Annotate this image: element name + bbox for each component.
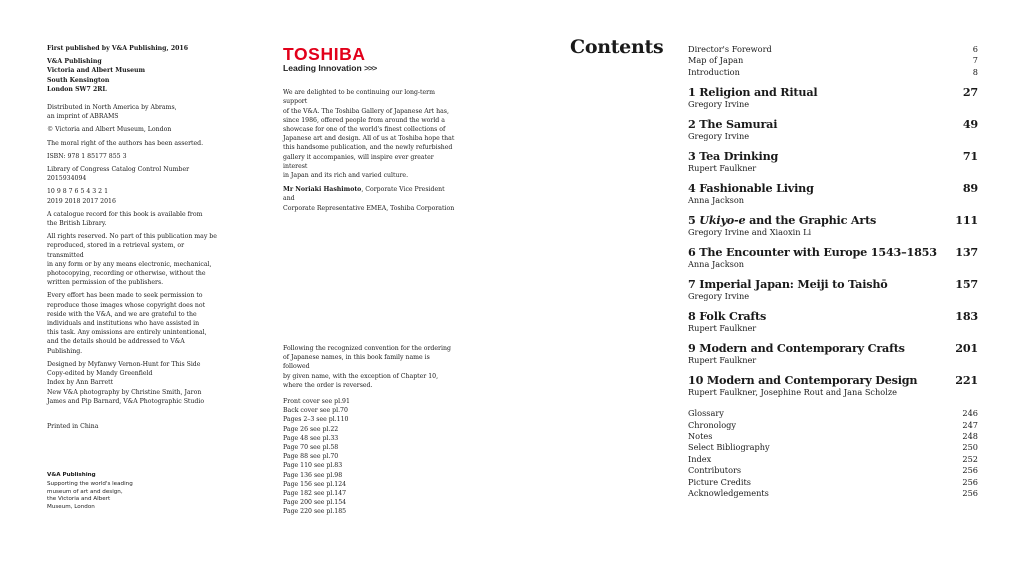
loc-number [47,165,217,183]
entry-label: Picture Credits [688,476,752,487]
entry-page: 247 [962,419,978,430]
image-ref: Page 110 see pl.83 [283,462,343,470]
distribution-line: Distributed in North America by Abrams, [47,104,177,112]
chapter-number: 6 [688,245,696,260]
image-ref: Page 220 see pl.185 [283,508,347,516]
chapter-entry[interactable] [688,310,978,334]
chapter-author: Rupert Faulkner [688,323,757,334]
chapter-title: Fashionable Living [699,181,814,196]
moral-right-line: The moral right of the authors has been asserted. [47,139,204,147]
signatory-role: , Corporate Vice President and [283,186,445,203]
catalogue-line: the British Library. [47,220,107,228]
entry-page: 7 [972,55,978,66]
statement-line: of the V&A. The Toshiba Gallery of Japanese Art has, [283,107,449,115]
chapter-title: Modern and Contemporary Design [706,373,918,388]
image-ref: Page 136 see pl.98 [283,471,343,479]
credit-line: Designed by Myfanwy Vernon-Hunt for This Side [47,360,201,368]
chapter-author: Gregory Irvine [688,99,750,110]
address-line: V&A Publishing [47,58,102,66]
credit-line: James and Pip Barnard, V&A Photographic Studio [47,397,205,405]
statement-line: gallery it accompanies, will inspire ever greater interest [283,153,434,170]
toc-entry[interactable] [688,477,978,488]
entry-page: 256 [962,476,978,487]
entry-page: 248 [962,431,978,442]
permissions-notice [47,291,217,355]
image-ref: Page 88 see pl.70 [283,453,339,461]
permissions-line: reproduce those images whose copyright does not [47,301,206,309]
convention-line: Following the recognized convention for the ordering [283,345,451,352]
front-matter [688,44,978,78]
address-line: London SW7 2RL [47,85,107,93]
sponsor-statement [283,88,458,180]
toc-entry[interactable] [688,408,978,419]
chapter-page: 111 [955,213,978,228]
table-of-contents [688,44,978,499]
loc-line: 2015934094 [47,175,87,183]
rights-line: photocopying, recording or otherwise, without the [47,270,206,278]
address-line: South Kensington [47,76,110,84]
chapter-page: 221 [955,373,978,388]
entry-label: Index [688,453,712,464]
va-logo-line: Supporting the world's leading [47,481,133,488]
entry-page: 250 [962,442,978,453]
chapter-author: Anna Jackson [688,259,745,270]
image-ref: Page 26 see pl.22 [283,425,339,433]
chapter-page: 137 [955,245,978,260]
entry-label: Director's Foreword [688,44,772,54]
statement-line: this handsome publication, and the newly refurbished [283,144,453,152]
name-convention-note [283,344,458,390]
signatory [283,185,458,213]
chapter-number: 5 [688,213,696,228]
toc-entry[interactable] [688,44,978,55]
entry-label: Map of Japan [688,55,744,66]
imprint-column [47,44,217,431]
rights-line: in any form or by any means electronic, mechanical, [47,260,212,268]
va-logo-title: V&A Publishing [47,472,96,478]
credit-line: New V&A photography by Christine Smith, Jaron [47,388,202,396]
chapter-entry[interactable] [688,214,978,238]
chapter-title: Modern and Contemporary Crafts [699,341,905,356]
credit-line: Copy-edited by Mandy Greenfield [47,370,153,378]
publisher-address [47,57,217,94]
permissions-line: reside with the V&A, and we are grateful to the [47,310,197,318]
chapter-title: Folk Crafts [699,309,767,324]
chapter-page: 183 [955,309,978,324]
chapter-author: Gregory Irvine and Xiaoxin Li [688,227,812,238]
va-publishing-logo [47,472,147,511]
chapter-entry[interactable] [688,374,978,398]
printing-line: 10 9 8 7 6 5 4 3 2 1 [47,188,109,196]
chapter-page: 49 [962,117,978,132]
chapter-author: Anna Jackson [688,195,745,206]
back-matter [688,408,978,499]
permissions-line: and the details should be addressed to V&A Publishing. [47,338,185,355]
chapter-entry[interactable] [688,118,978,142]
permissions-line: Every effort has been made to seek permission to [47,292,203,300]
va-logo-line: Museum, London [47,503,95,510]
chapter-title: The Samurai [699,117,778,132]
address-line: Victoria and Albert Museum [47,67,146,75]
printing-numbers [47,187,217,205]
notes-column [283,344,458,517]
chapter-page: 157 [955,277,978,292]
chapter-page: 27 [962,85,978,100]
image-references [283,397,458,517]
catalogue-line: A catalogue record for this book is available from [47,210,203,218]
chapter-page: 71 [962,149,978,164]
statement-line: since 1986, offered people from around the world a [283,116,445,124]
chapter-title: The Encounter with Europe 1543–1853 [699,245,937,260]
toc-entry[interactable] [688,55,978,66]
va-logo-line: the Victoria and Albert [47,496,111,503]
printing-line: 2019 2018 2017 2016 [47,197,116,205]
rights-line: reproduced, stored in a retrieval system, or transmitted [47,242,185,259]
entry-label: Notes [688,431,713,442]
chapter-page: 201 [955,341,978,356]
isbn-line: ISBN: 978 1 85177 855 3 [47,152,127,160]
chapter-number: 8 [688,309,696,324]
distribution-note [47,103,217,121]
chapter-number: 1 [688,85,696,100]
tagline-text: Leading Innovation [283,63,362,73]
chapter-number: 4 [688,181,696,196]
toshiba-logo: TOSHIBA [283,44,366,64]
first-published: First published by V&A Publishing, 2016 [47,45,189,52]
toc-entry[interactable] [688,454,978,465]
convention-line: of Japanese names, in this book family name is followed [283,354,430,371]
rights-notice [47,232,217,287]
image-ref: Page 48 see pl.33 [283,434,339,442]
statement-line: in Japan and its rich and varied culture. [283,172,409,180]
entry-page: 246 [962,408,978,419]
permissions-line: individuals and institutions who have assisted in [47,320,200,328]
chapter-title: Religion and Ritual [699,85,818,100]
image-ref: Front cover see pl.91 [283,398,350,406]
chapter-title: Tea Drinking [699,149,779,164]
credit-line: Index by Ann Barrett [47,379,114,387]
convention-line: where the order is reversed. [283,381,373,389]
chapter-title: and the Graphic Arts [745,213,877,228]
entry-page: 6 [972,44,978,54]
production-credits [47,360,217,406]
image-ref: Page 200 see pl.154 [283,499,347,507]
entry-label: Contributors [688,465,742,476]
chapter-number: 9 [688,341,696,356]
chapter-number: 10 [688,373,704,388]
chapter-author: Rupert Faulkner [688,355,757,366]
chapter-entry[interactable] [688,246,978,270]
image-ref: Back cover see pl.70 [283,407,348,415]
arrows-icon: >>> [364,63,377,73]
chapter-number: 3 [688,149,696,164]
chapter-number: 7 [688,277,696,292]
rights-line: All rights reserved. No part of this publication may be [47,233,217,241]
image-ref: Pages 2–3 see pl.110 [283,416,349,424]
entry-page: 252 [962,453,978,464]
distribution-line: an imprint of ABRAMS [47,113,119,121]
sponsor-column [283,45,458,213]
chapter-author: Rupert Faulkner, Josephine Rout and Jana Scholze [688,387,897,398]
statement-line: showcase for one of the world's finest collections of [283,126,446,134]
chapter-entry[interactable] [688,86,978,110]
entry-label: Glossary [688,408,724,419]
signatory-role: Corporate Representative EMEA, Toshiba Corporation [283,204,455,212]
entry-page: 256 [962,465,978,476]
chapter-title: Imperial Japan: Meiji to Taishō [699,277,888,292]
catalogue-record [47,210,217,228]
chapter-entry[interactable] [688,278,978,302]
toc-entry[interactable] [688,67,978,78]
image-ref: Page 156 see pl.124 [283,480,347,488]
chapter-title-italic: Ukiyo-e [699,213,746,228]
chapter-author: Gregory Irvine [688,291,750,302]
entry-page: 256 [962,488,978,499]
chapter-entry[interactable] [688,150,978,174]
chapter-page: 89 [962,181,978,196]
permissions-line: this task. Any omissions are entirely unintentional, [47,329,207,337]
chapter-author: Rupert Faulkner [688,163,757,174]
toc-entry[interactable] [688,465,978,476]
copyright-line: © Victoria and Albert Museum, London [47,126,172,134]
toc-entry[interactable] [688,420,978,431]
entry-label: Select Bibliography [688,442,770,453]
image-ref: Page 70 see pl.58 [283,444,339,452]
entry-label: Acknowledgements [688,488,769,499]
signatory-name: Mr Noriaki Hashimoto [283,186,362,194]
entry-page: 8 [972,66,978,77]
toc-entry[interactable] [688,431,978,442]
statement-line: Japanese art and design. All of us at Toshiba hope that [283,135,455,143]
chapter-entry[interactable] [688,342,978,366]
image-ref: Page 182 see pl.147 [283,490,347,498]
toshiba-tagline [283,64,458,73]
chapter-author: Gregory Irvine [688,131,750,142]
chapter-entry[interactable] [688,182,978,206]
chapter-number: 2 [688,117,696,132]
printed-in: Printed in China [47,422,99,430]
rights-line: written permission of the publishers. [47,279,164,287]
entry-label: Introduction [688,66,740,77]
entry-label: Chronology [688,419,736,430]
loc-line: Library of Congress Catalog Control Number [47,166,190,174]
statement-line: We are delighted to be continuing our long-term support [283,89,435,106]
toc-entry[interactable] [688,488,978,499]
va-logo-line: museum of art and design, [47,488,123,495]
convention-line: by given name, with the exception of Chapter 10, [283,372,439,380]
toc-entry[interactable] [688,442,978,453]
contents-title: Contents [570,36,664,58]
